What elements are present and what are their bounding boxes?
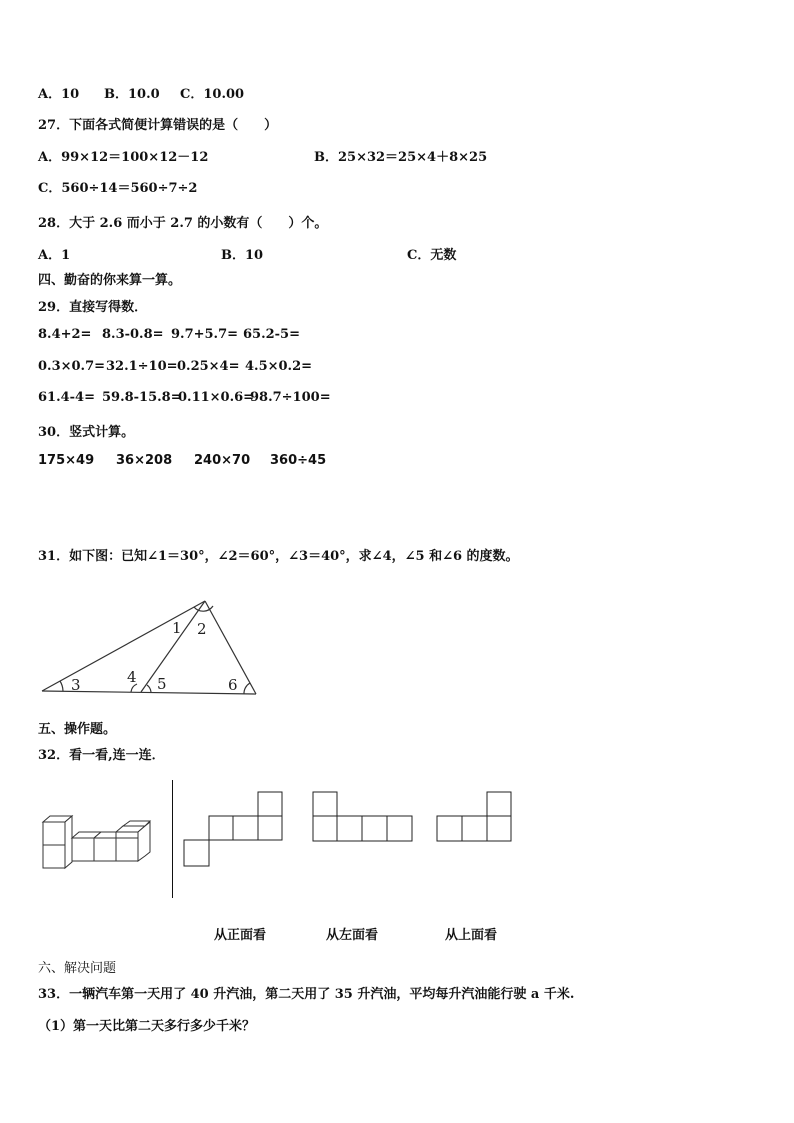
q30-stem: 30．竖式计算。 — [38, 425, 135, 440]
q29-stem: 29．直接写得数． — [38, 300, 148, 315]
angle-label-6: 6 — [228, 676, 238, 694]
q28-option-c: C．无数 — [407, 248, 457, 263]
q29-item: 98.7÷100= — [250, 390, 331, 405]
q29-item: 8.3-0.8= — [102, 327, 164, 342]
q30-item: 240×70 — [194, 453, 251, 468]
angle-label-3: 3 — [71, 676, 81, 694]
q33-stem: 33．一辆汽车第一天用了 40 升汽油，第二天用了 35 升汽油，平均每升汽油能行驶 a 千米. — [38, 987, 575, 1002]
q26-option-b: B．10.0 — [104, 87, 160, 102]
q28-stem: 28．大于 2.6 而小于 2.7 的小数有（ ）个。 — [38, 216, 328, 231]
q29-item: 0.11×0.6= — [178, 390, 255, 405]
view-label-left: 从左面看 — [326, 928, 379, 943]
q27-option-c: C．560÷14＝560÷7÷2 — [38, 181, 198, 196]
q29-item: 9.7+5.7= — [171, 327, 239, 342]
q28-option-b: B．10 — [221, 248, 264, 263]
section-6-heading: 六、解决问题 — [38, 961, 117, 976]
angle-label-2: 2 — [197, 620, 207, 638]
q29-item: 59.8-15.8= — [102, 390, 182, 405]
q29-item: 61.4-4= — [38, 390, 95, 405]
q27-option-b: B．25×32＝25×4＋8×25 — [314, 150, 488, 165]
q31-stem: 31．如下图：已知∠1＝30°，∠2＝60°，∠3＝40°，求∠4，∠5 和∠6 的度数。 — [38, 549, 519, 564]
section-4-heading: 四、勤奋的你来算一算。 — [38, 273, 182, 288]
section-5-heading: 五、操作题。 — [38, 722, 117, 737]
q28-option-a: A．1 — [38, 248, 71, 263]
angle-label-1: 1 — [172, 619, 182, 637]
view-label-front: 从正面看 — [214, 928, 267, 943]
q27-stem: 27．下面各式简便计算错误的是（ ） — [38, 118, 278, 133]
q30-item: 36×208 — [116, 453, 173, 468]
q30-item: 175×49 — [38, 453, 95, 468]
q33-sub1: （1）第一天比第二天多行多少千米？ — [38, 1019, 256, 1034]
angle-label-5: 5 — [157, 675, 167, 693]
q32-stem: 32．看一看,连一连． — [38, 748, 165, 763]
view-label-top: 从上面看 — [445, 928, 498, 943]
q29-item: 0.3×0.7= — [38, 359, 106, 374]
angle-label-4: 4 — [127, 668, 137, 686]
q29-item: 8.4+2= — [38, 327, 92, 342]
q26-option-c: C．10.00 — [180, 87, 245, 102]
q30-item: 360÷45 — [270, 453, 327, 468]
q26-option-a: A．10 — [38, 87, 80, 102]
q29-item: 4.5×0.2= — [245, 359, 313, 374]
q29-item: 0.25×4= — [177, 359, 240, 374]
q29-item: 65.2-5= — [243, 327, 300, 342]
q29-item: 32.1÷10= — [106, 359, 178, 374]
q27-option-a: A．99×12＝100×12－12 — [38, 150, 209, 165]
